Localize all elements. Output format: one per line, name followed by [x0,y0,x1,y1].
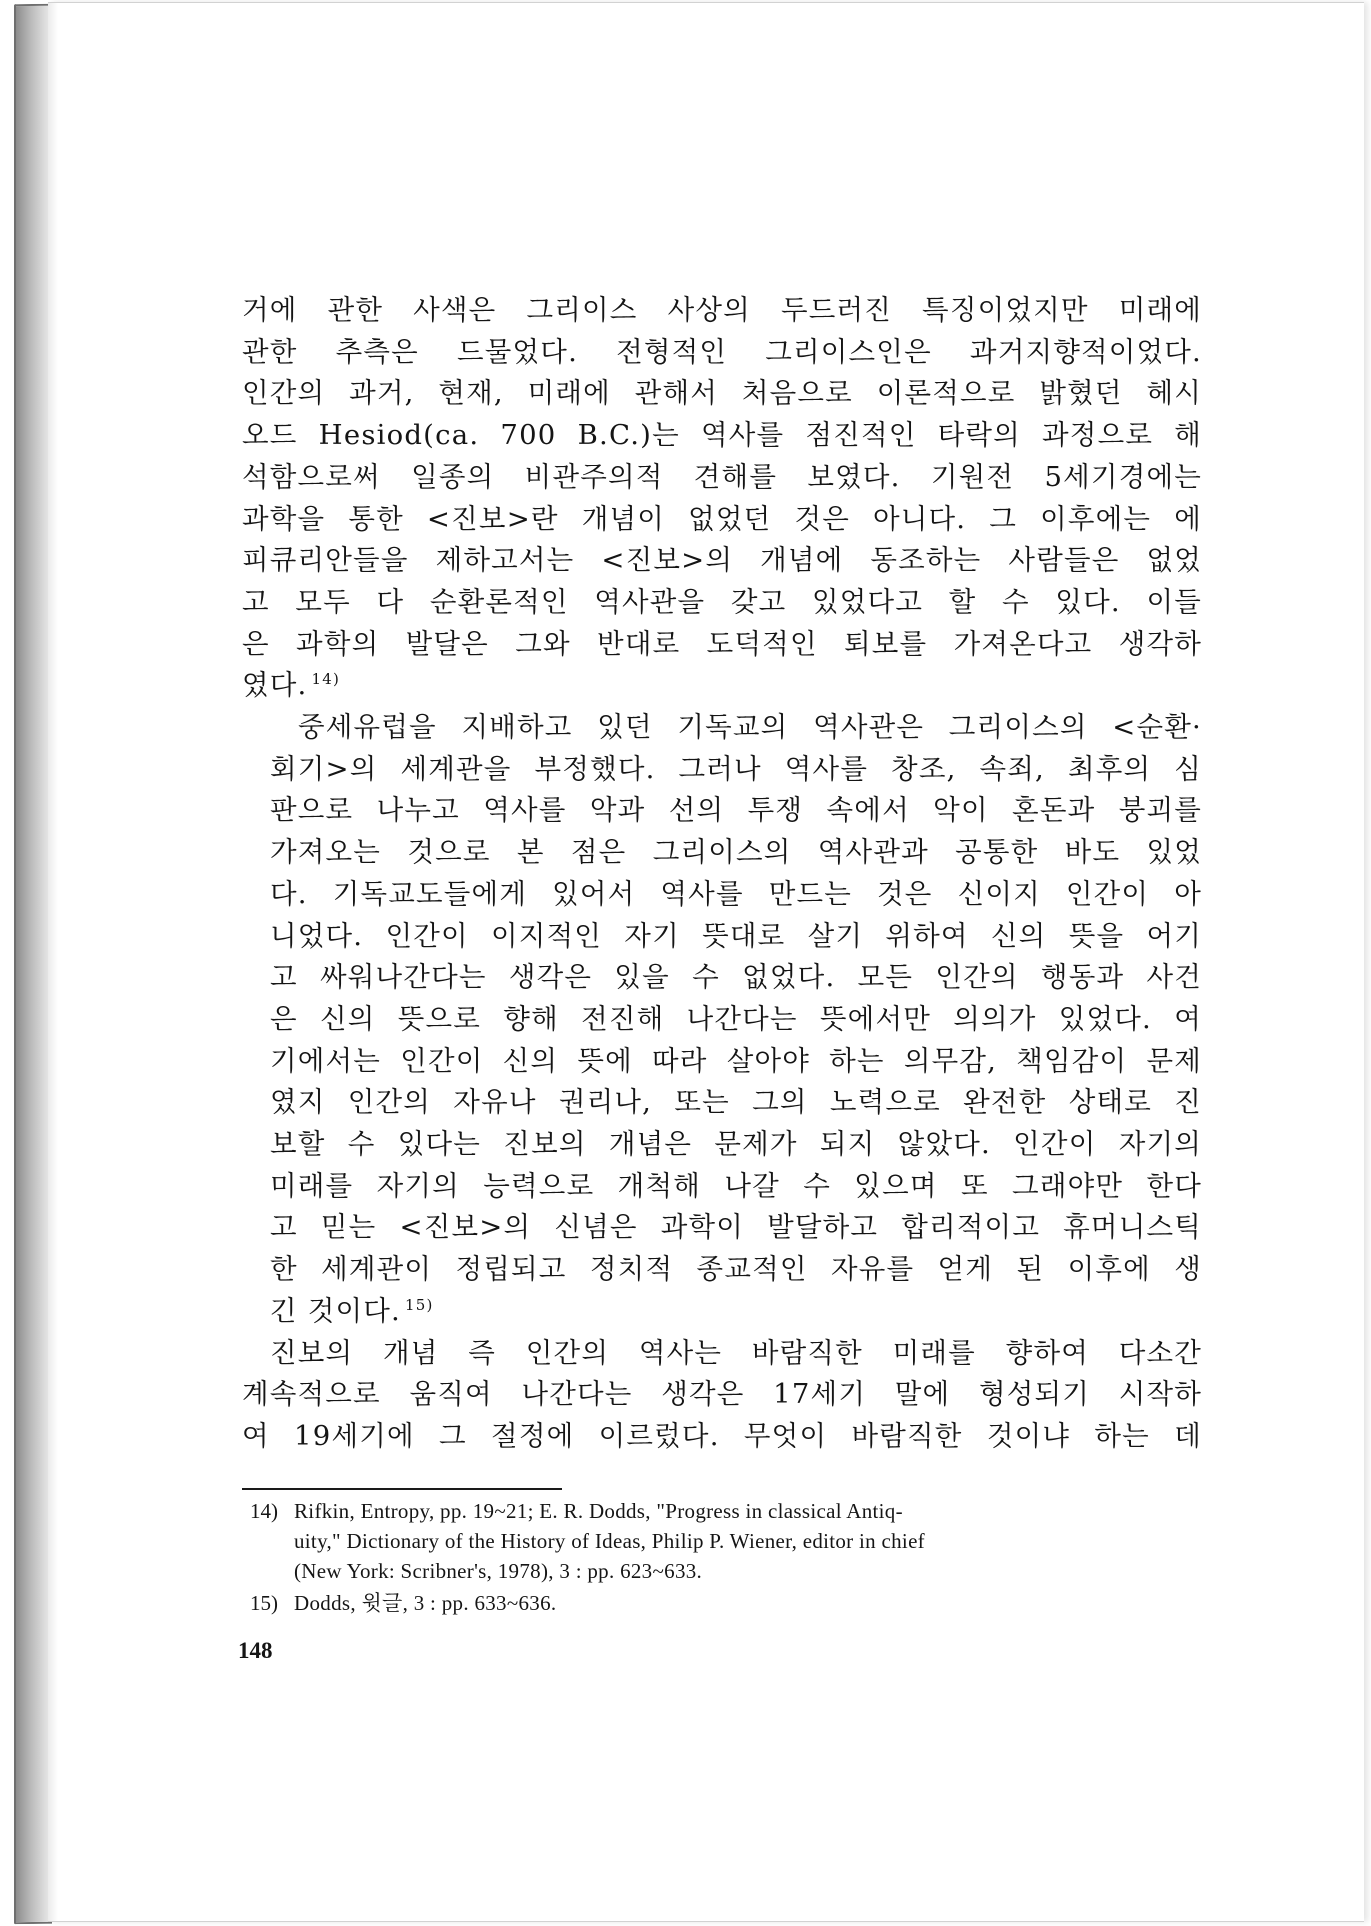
body-text [242,290,1202,1458]
footnote-reference-15[interactable]: 15) [404,1295,434,1314]
paragraph-1 [242,290,1202,707]
footnote-reference-14[interactable]: 14) [311,670,341,689]
text-line: 니었다. 인간이 이지적인 자기 뜻대로 살기 위하여 신의 뜻을 어기 [270,919,1202,952]
text-line: 였다. [242,669,308,702]
footnote-15 [250,1588,1204,1618]
text-line: 회기>의 세계관을 부정했다. 그러나 역사를 창조, 속죄, 최후의 심 [270,752,1202,785]
text-line: 고 모두 다 순환론적인 역사관을 갖고 있었다고 할 수 있다. 이들 [242,585,1202,618]
paragraph-2 [242,707,1202,1333]
text-line-last [242,1291,1202,1333]
text-line: 은 과학의 발달은 그와 반대로 도덕적인 퇴보를 가져온다고 생각하 [242,627,1202,660]
footnote-number: 14) [250,1499,278,1523]
book-spine-edge [14,4,52,1924]
text-line: 은 신의 뜻으로 향해 전진해 나간다는 뜻에서만 의의가 있었다. 여 [270,1002,1202,1035]
text-line: 피큐리안들을 제하고서는 <진보>의 개념에 동조하는 사람들은 없었 [242,544,1202,577]
text-line: 석함으로써 일종의 비관주의적 견해를 보였다. 기원전 5세기경에는 [242,460,1202,493]
footnote-divider [242,1488,562,1490]
footnote-line: Dodds, 윗글, 3 : pp. 633~636. [294,1591,557,1615]
paragraph-3 [242,1333,1202,1458]
text-line: 진보의 개념 즉 인간의 역사는 바람직한 미래를 향하여 다소간 [270,1336,1202,1369]
text-line: 계속적으로 움직여 나간다는 생각은 17세기 말에 형성되기 시작하 [242,1378,1202,1411]
text-line: 중세유럽을 지배하고 있던 기독교의 역사관은 그리이스의 <순환· [298,711,1202,744]
text-line: 한 세계관이 정립되고 정치적 종교적인 자유를 얻게 된 이후에 생 [270,1253,1202,1286]
text-line: 였지 인간의 자유나 권리나, 또는 그의 노력으로 완전한 상태로 진 [270,1086,1202,1119]
text-line: 과학을 통한 <진보>란 개념이 없었던 것은 아니다. 그 이후에는 에 [242,502,1202,535]
page-number: 148 [238,1638,273,1663]
text-line: 여 19세기에 그 절정에 이르렀다. 무엇이 바람직한 것이냐 하는 데 [242,1419,1202,1452]
text-line: 기에서는 인간이 신의 뜻에 따라 살아야 하는 의무감, 책임감이 문제 [270,1044,1202,1077]
text-line: 미래를 자기의 능력으로 개척해 나갈 수 있으며 또 그래야만 한다 [270,1169,1202,1202]
text-line: 인간의 과거, 현재, 미래에 관해서 처음으로 이론적으로 밝혔던 헤시 [242,377,1202,410]
text-line: 고 믿는 <진보>의 신념은 과학이 발달하고 합리적이고 휴머니스틱 [270,1211,1202,1244]
text-line: 판으로 나누고 역사를 악과 선의 투쟁 속에서 악이 혼돈과 붕괴를 [270,794,1202,827]
text-line: 거에 관한 사색은 그리이스 사상의 두드러진 특징이었지만 미래에 [242,294,1202,326]
text-line: 긴 것이다. [270,1294,401,1327]
book-page [48,2,1364,1922]
footnote-line: Rifkin, Entropy, pp. 19~21; E. R. Dodds, "Progress in classical Antiq- [294,1499,903,1523]
footnote-line: uity," Dictionary of the History of Ideas, Philip P. Wiener, editor in chief [294,1529,925,1553]
text-line: 고 싸워나간다는 생각은 있을 수 없었다. 모든 인간의 행동과 사건 [270,961,1202,994]
text-line-last [242,665,1202,707]
text-line: 관한 추측은 드물었다. 전형적인 그리이스인은 과거지향적이었다. [242,335,1202,368]
text-line: 가져오는 것으로 본 점은 그리이스의 역사관과 공통한 바도 있었 [270,836,1202,869]
text-line: 오드 Hesiod(ca. 700 B.C.)는 역사를 점진적인 타락의 과정으로 해 [242,419,1202,452]
footnote-number: 15) [250,1591,278,1615]
footnote-14 [250,1496,1204,1586]
footnotes [250,1496,1204,1620]
text-line: 다. 기독교도들에게 있어서 역사를 만드는 것은 신이지 인간이 아 [270,877,1202,910]
footnote-line: (New York: Scribner's, 1978), 3 : pp. 623~633. [294,1559,703,1583]
text-line: 보할 수 있다는 진보의 개념은 문제가 되지 않았다. 인간이 자기의 [270,1128,1202,1161]
